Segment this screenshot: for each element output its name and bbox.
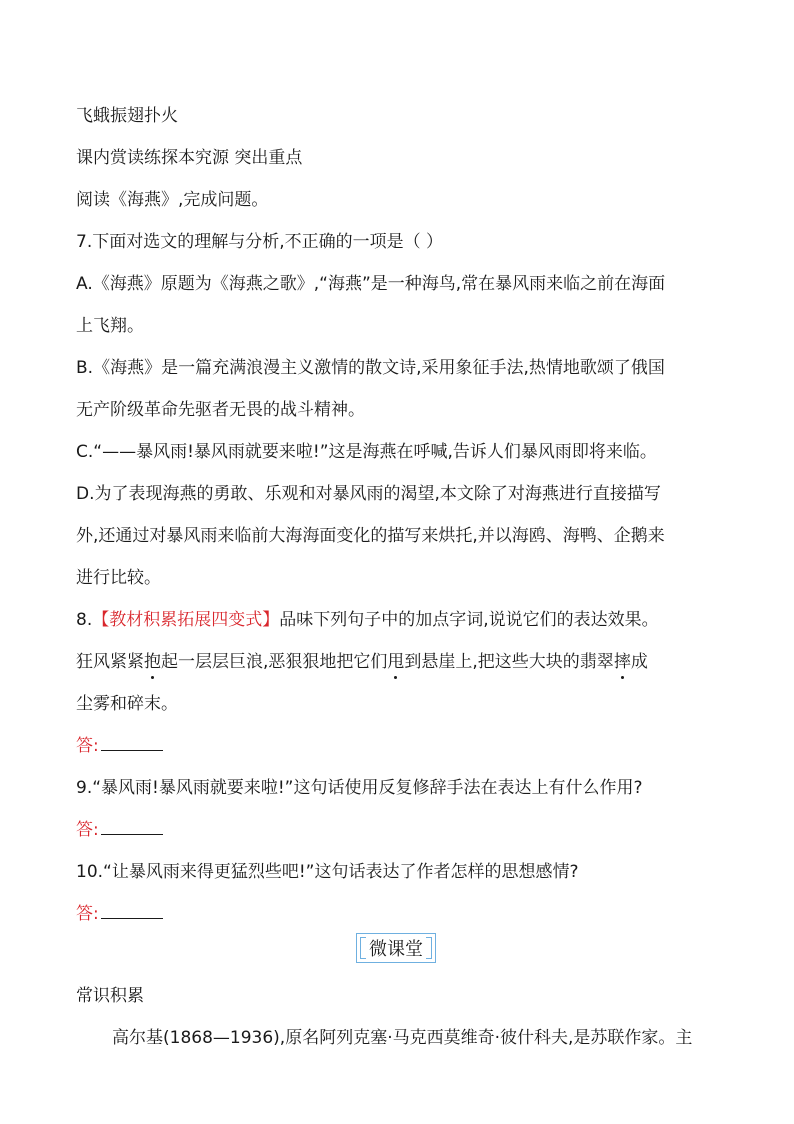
dotted-word-shuai2: 摔 — [613, 652, 631, 672]
answer-8 — [76, 735, 720, 757]
answer-label: 答: — [76, 736, 99, 756]
option-b-line-1: B.《海燕》是一篇充满浪漫主义激情的散文诗,采用象征手法,热情地歌颂了俄国 — [76, 358, 665, 378]
quote-segment: 到悬崖上,把这些大块的翡翠 — [404, 652, 614, 672]
answer-blank[interactable] — [101, 904, 163, 919]
section-badge-micro-class: 微课堂 — [356, 933, 436, 963]
quoted-sentence-line-1 — [76, 651, 720, 673]
answer-label: 答: — [76, 904, 99, 924]
answer-10 — [76, 903, 720, 925]
option-d-line-1: D.为了表现海燕的勇敢、乐观和对暴风雨的渴望,本文除了对海燕进行直接描写 — [76, 484, 661, 504]
option-a-line-1: A.《海燕》原题为《海燕之歌》,“海燕”是一种海鸟,常在暴风雨来临之前在海面 — [76, 274, 666, 294]
question-9: 9.“暴风雨!暴风雨就要来啦!”这句话使用反复修辞手法在表达上有什么作用? — [76, 778, 643, 798]
question-8-number: 8. — [76, 610, 93, 630]
question-8-text: 品味下列句子中的加点字词,说说它们的表达效果。 — [279, 610, 659, 630]
dotted-word-shuai: 甩 — [387, 652, 405, 672]
knowledge-title: 常识积累 — [76, 986, 144, 1006]
heading-text: 飞蛾振翅扑火 — [76, 106, 178, 126]
question-10: 10.“让暴风雨来得更猛烈些吧!”这句话表达了作者怎样的思想感情? — [76, 862, 579, 882]
option-a-line-2: 上飞翔。 — [76, 316, 144, 336]
question-7: 7.下面对选文的理解与分析,不正确的一项是（ ） — [76, 232, 444, 252]
quoted-sentence-line-2: 尘雾和碎末。 — [76, 694, 178, 714]
knowledge-paragraph: 高尔基(1868—1936),原名阿列克塞·马克西莫维奇·彼什科夫,是苏联作家。主 — [112, 1028, 693, 1048]
reading-instruction: 阅读《海燕》,完成问题。 — [76, 190, 269, 210]
option-c: C.“——暴风雨!暴风雨就要来啦!”这是海燕在呼喊,告诉人们暴风雨即将来临。 — [76, 442, 657, 462]
answer-9 — [76, 819, 720, 841]
quote-segment: 狂风紧紧 — [76, 652, 144, 672]
question-8-tag: 【教材积累拓展四变式】 — [92, 610, 280, 630]
answer-label: 答: — [76, 820, 99, 840]
option-b-line-2: 无产阶级革命先驱者无畏的战斗精神。 — [76, 400, 365, 420]
option-d-line-2: 外,还通过对暴风雨来临前大海海面变化的描写来烘托,并以海鸥、海鸭、企鹅来 — [76, 526, 665, 546]
question-8 — [76, 609, 720, 631]
quote-segment: 成 — [630, 652, 648, 672]
option-d-line-3: 进行比较。 — [76, 568, 161, 588]
answer-blank[interactable] — [101, 820, 163, 835]
quote-segment: 起一层层巨浪,恶狠狠地把它们 — [161, 652, 388, 672]
subheading-text: 课内赏读练探本究源 突出重点 — [76, 148, 303, 168]
dotted-word-bao: 抱 — [144, 652, 161, 672]
answer-blank[interactable] — [101, 736, 163, 751]
